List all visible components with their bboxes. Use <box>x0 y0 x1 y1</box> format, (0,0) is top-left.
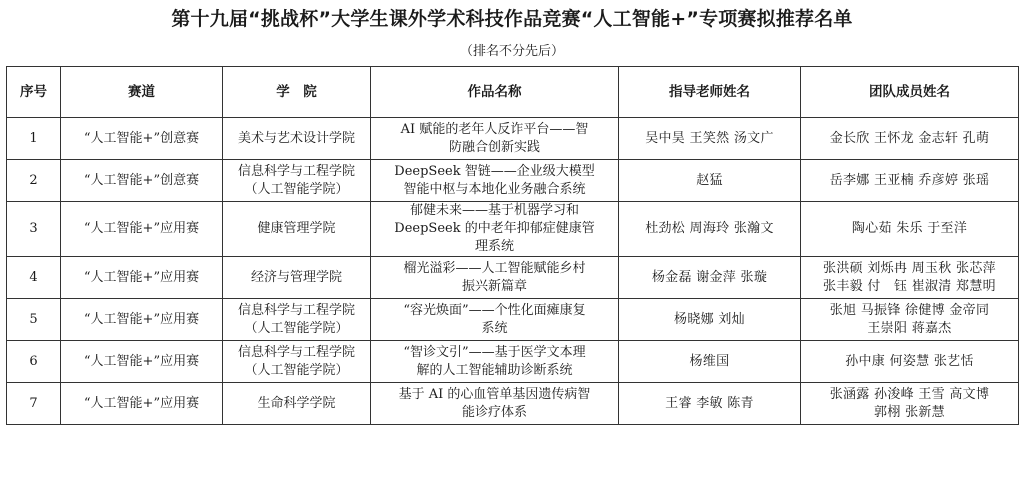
cell-college <box>223 257 371 299</box>
cell-members <box>801 341 1019 383</box>
recommendation-table <box>6 66 1019 425</box>
cell-college-line: 信息科学与工程学院 <box>237 344 355 360</box>
table-body <box>7 118 1019 425</box>
cell-work-line: “容光焕面”——个性化面瘫康复 <box>403 302 586 318</box>
cell-work <box>371 202 619 257</box>
cell-members-line: 郭栩 张新慧 <box>874 404 945 420</box>
cell-college <box>223 160 371 202</box>
cell-members-line: 张旭 马振锋 徐健博 金帝同 <box>829 302 990 318</box>
cell-work-line: 解的人工智能辅助诊断系统 <box>416 362 573 378</box>
cell-work-line: 系统 <box>481 320 508 336</box>
cell-college-line: 健康管理学院 <box>257 221 336 236</box>
page-title: 第十九届“挑战杯”大学生课外学术科技作品竞赛“人工智能+”专项赛拟推荐名单 <box>171 8 853 30</box>
cell-work <box>371 257 619 299</box>
cell-college-line: 信息科学与工程学院 <box>237 163 355 179</box>
cell-track: “人工智能+”应用赛 <box>61 299 223 341</box>
cell-advisors <box>619 160 801 202</box>
table-row <box>7 383 1019 425</box>
cell-college <box>223 341 371 383</box>
cell-college-line: 生命科学学院 <box>257 395 336 411</box>
cell-college <box>223 202 371 257</box>
cell-members-line: 孙中康 何姿慧 张艺恬 <box>845 353 974 369</box>
cell-work-line: AI 赋能的老年人反诈平台——智 <box>400 121 589 137</box>
cell-advisors <box>619 299 801 341</box>
cell-work <box>371 160 619 202</box>
cell-advisors-line: 杨维国 <box>689 353 730 369</box>
cell-members-line: 张涵露 孙浚峰 王雪 高文博 <box>829 386 990 402</box>
cell-work-line: 郁健未来——基于机器学习和 <box>409 203 579 218</box>
table-row <box>7 160 1019 202</box>
cell-index: 4 <box>7 257 61 299</box>
cell-track: “人工智能+”应用赛 <box>61 257 223 299</box>
table-row <box>7 118 1019 160</box>
cell-index: 7 <box>7 383 61 425</box>
cell-work-line: 防融合创新实践 <box>448 139 540 155</box>
cell-work-line: “智诊文引”——基于医学文本理 <box>403 344 586 360</box>
cell-index: 6 <box>7 341 61 383</box>
cell-members-line: 陶心茹 朱乐 于至洋 <box>851 221 968 236</box>
header-college: 学 院 <box>223 67 371 118</box>
cell-college-line: （人工智能学院） <box>244 362 349 378</box>
cell-work <box>371 299 619 341</box>
cell-index: 3 <box>7 202 61 257</box>
header-members: 团队成员姓名 <box>801 67 1019 118</box>
cell-index: 1 <box>7 118 61 160</box>
cell-members <box>801 257 1019 299</box>
header-track: 赛道 <box>61 67 223 118</box>
cell-advisors-line: 王睿 李敏 陈青 <box>665 395 754 411</box>
table-row <box>7 341 1019 383</box>
cell-members <box>801 118 1019 160</box>
cell-members-line: 金长欣 王怀龙 金志轩 孔萌 <box>829 130 990 146</box>
header-index: 序号 <box>7 67 61 118</box>
table-row <box>7 299 1019 341</box>
cell-college-line: 经济与管理学院 <box>250 269 342 285</box>
cell-advisors-line: 吴中昊 王笑然 汤文广 <box>645 130 774 146</box>
cell-work-line: 能诊疗体系 <box>461 404 527 420</box>
cell-work <box>371 341 619 383</box>
cell-college-line: （人工智能学院） <box>244 320 349 336</box>
cell-members <box>801 383 1019 425</box>
cell-track: “人工智能+”创意赛 <box>61 118 223 160</box>
cell-members <box>801 299 1019 341</box>
cell-college <box>223 299 371 341</box>
table-row <box>7 257 1019 299</box>
table-header-row <box>7 67 1019 118</box>
cell-track: “人工智能+”应用赛 <box>61 202 223 257</box>
cell-work-line: DeepSeek 的中老年抑郁症健康管 <box>394 221 595 236</box>
cell-advisors-line: 杨晓娜 刘灿 <box>674 311 745 327</box>
cell-members-line: 张丰毅 付 钰 崔淑清 郑慧明 <box>823 278 996 294</box>
cell-work-line: 智能中枢与本地化业务融合系统 <box>403 181 586 197</box>
table-row <box>7 202 1019 257</box>
cell-members-line: 岳李娜 王亚楠 乔彦婷 张瑶 <box>829 172 990 188</box>
header-advisors: 指导老师姓名 <box>619 67 801 118</box>
cell-work-line: DeepSeek 智链——企业级大模型 <box>394 163 595 179</box>
cell-work-line: 理系统 <box>474 239 514 254</box>
cell-college-line: （人工智能学院） <box>244 181 349 197</box>
cell-advisors-line: 赵猛 <box>696 172 723 188</box>
cell-work <box>371 383 619 425</box>
cell-track: “人工智能+”创意赛 <box>61 160 223 202</box>
cell-index: 2 <box>7 160 61 202</box>
header-work: 作品名称 <box>371 67 619 118</box>
cell-advisors <box>619 383 801 425</box>
cell-advisors <box>619 257 801 299</box>
cell-college <box>223 383 371 425</box>
cell-members <box>801 160 1019 202</box>
cell-members-line: 王崇阳 蒋嘉杰 <box>867 320 952 336</box>
cell-advisors-line: 杜劲松 周海玲 张瀚文 <box>645 221 774 236</box>
cell-work <box>371 118 619 160</box>
cell-work-line: 振兴新篇章 <box>461 278 527 294</box>
cell-track: “人工智能+”应用赛 <box>61 341 223 383</box>
cell-members <box>801 202 1019 257</box>
cell-advisors-line: 杨金磊 谢金萍 张璇 <box>651 269 768 285</box>
cell-college <box>223 118 371 160</box>
cell-track: “人工智能+”应用赛 <box>61 383 223 425</box>
cell-advisors <box>619 202 801 257</box>
cell-members-line: 张洪硕 刘烁冉 周玉秋 张芯萍 <box>823 260 996 276</box>
page-subtitle: （排名不分先后） <box>459 44 564 59</box>
cell-work-line: 榴光溢彩——人工智能赋能乡村 <box>403 260 586 276</box>
cell-index: 5 <box>7 299 61 341</box>
cell-advisors <box>619 341 801 383</box>
cell-advisors <box>619 118 801 160</box>
cell-work-line: 基于 AI 的心血管单基因遗传病智 <box>398 386 591 402</box>
cell-college-line: 美术与艺术设计学院 <box>237 130 355 146</box>
cell-college-line: 信息科学与工程学院 <box>237 302 355 318</box>
